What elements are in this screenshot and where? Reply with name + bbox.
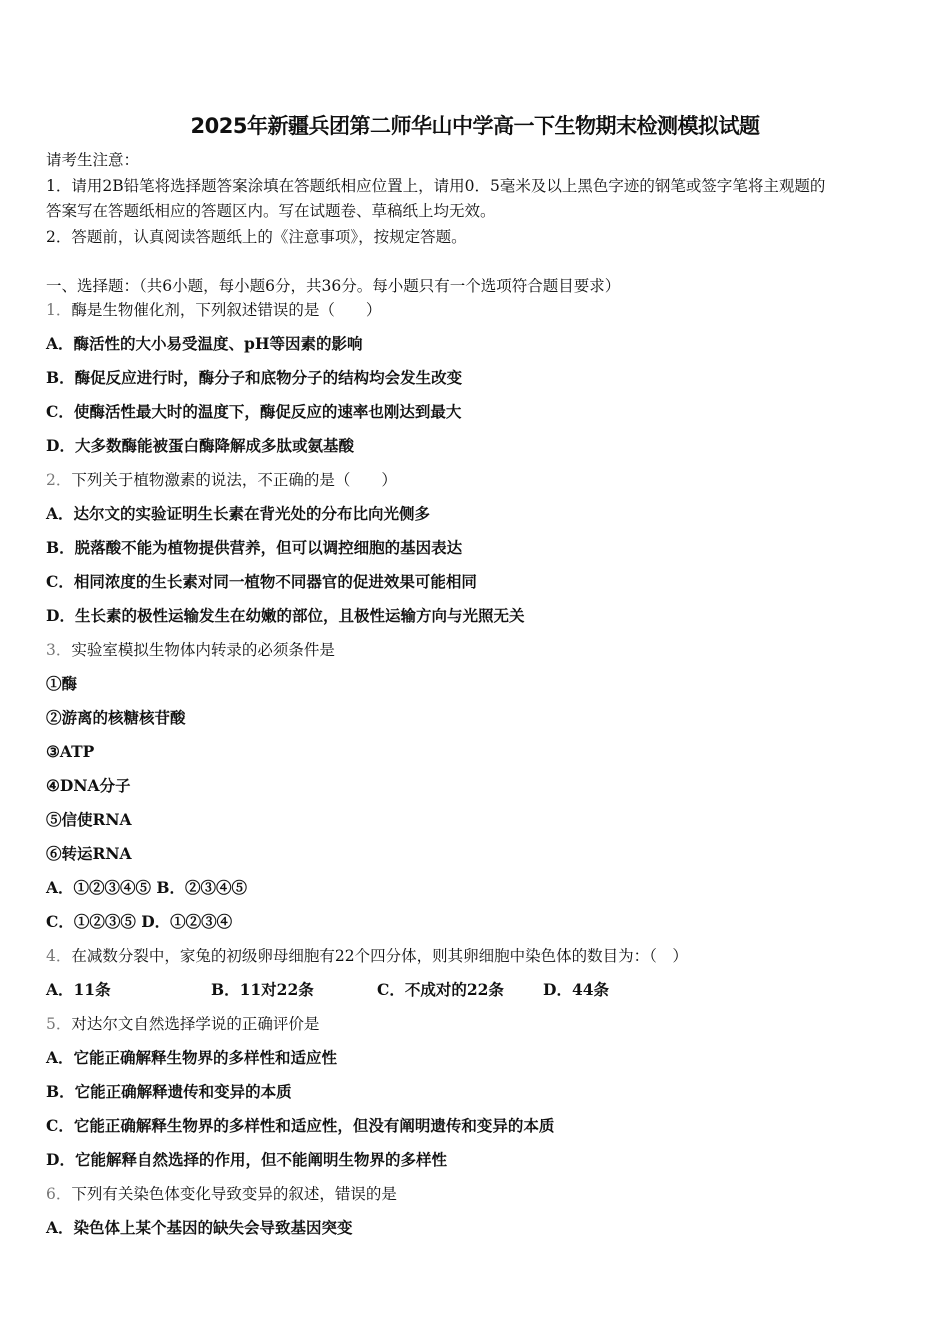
option: C．相同浓度的生长素对同一植物不同器官的促进效果可能相同 [46,572,477,591]
condition-item: ①酶 [46,674,78,693]
question-3 [46,637,906,671]
option: D．它能解释自然选择的作用，但不能阐明生物界的多样性 [46,1150,447,1169]
notice-line: 2．答题前，认真阅读答题纸上的《注意事项》，按规定答题。 [46,227,467,246]
option: A．11条 [46,980,111,999]
condition-item: ③ATP [46,742,95,761]
question-number: 5． [46,1015,72,1033]
option: A．酶活性的大小易受温度、pH等因素的影响 [46,334,363,353]
option: A．染色体上某个基因的缺失会导致基因突变 [46,1218,353,1237]
option: D．大多数酶能被蛋白酶降解成多肽或氨基酸 [46,436,354,455]
question-number: 6． [46,1185,72,1203]
option: A．达尔文的实验证明生长素在背光处的分布比向光侧多 [46,504,431,523]
option: C．它能正确解释生物界的多样性和适应性，但没有阐明遗传和变异的本质 [46,1116,555,1135]
question-5 [46,1011,906,1045]
question-stem: 实验室模拟生物体内转录的必须条件是 [71,641,335,659]
option: A．它能正确解释生物界的多样性和适应性 [46,1048,338,1067]
condition-item: ②游离的核糖核苷酸 [46,708,186,727]
notice [46,148,906,250]
section-heading: 一、选择题：（共6小题，每小题6分，共36分。每小题只有一个选项符合题目要求） [46,277,621,295]
question-number: 4． [46,947,72,965]
question-stem: 酶是生物催化剂，下列叙述错误的是（ ） [71,301,382,319]
question-4 [46,943,906,977]
notice-line: 1．请用2B铅笔将选择题答案涂填在答题纸相应位置上，请用0．5毫米及以上黑色字迹的钢笔或签字笔将主观题的 [46,176,826,195]
option: C．使酶活性最大时的温度下，酶促反应的速率也刚达到最大 [46,402,462,421]
question-number: 1． [46,301,72,319]
option: D．44条 [543,980,610,999]
options-row [46,977,906,1011]
question-stem: 在减数分裂中，家兔的初级卵母细胞有22个四分体，则其卵细胞中染色体的数目为：（ ） [71,947,688,965]
condition-item: ⑤信使RNA [46,810,132,829]
page-title: 2025年新疆兵团第二师华山中学高一下生物期末检测模拟试题 [190,114,760,138]
option: B．它能正确解释遗传和变异的本质 [46,1082,292,1101]
questions [46,273,906,1249]
question-stem: 对达尔文自然选择学说的正确评价是 [71,1015,320,1033]
question-number: 3． [46,641,72,659]
option: B．酶促反应进行时，酶分子和底物分子的结构均会发生改变 [46,368,463,387]
question-1 [46,297,906,331]
question-2 [46,467,906,501]
option: D．生长素的极性运输发生在幼嫩的部位，且极性运输方向与光照无关 [46,606,525,625]
question-number: 2． [46,471,72,489]
condition-item: ⑥转运RNA [46,844,132,863]
option: C．①②③⑤ D．①②③④ [46,912,233,931]
option: C．不成对的22条 [377,980,504,999]
notice-line: 答案写在答题纸相应的答题区内。写在试题卷、草稿纸上均无效。 [46,202,496,220]
question-stem: 下列有关染色体变化导致变异的叙述，错误的是 [71,1185,397,1203]
notice-heading: 请考生注意： [46,151,140,169]
question-stem: 下列关于植物激素的说法，不正确的是（ ） [71,471,397,489]
option: B．脱落酸不能为植物提供营养，但可以调控细胞的基因表达 [46,538,463,557]
condition-item: ④DNA分子 [46,776,131,795]
option: B．11对22条 [211,980,314,999]
question-6 [46,1181,906,1215]
option: A．①②③④⑤ B．②③④⑤ [46,878,248,897]
